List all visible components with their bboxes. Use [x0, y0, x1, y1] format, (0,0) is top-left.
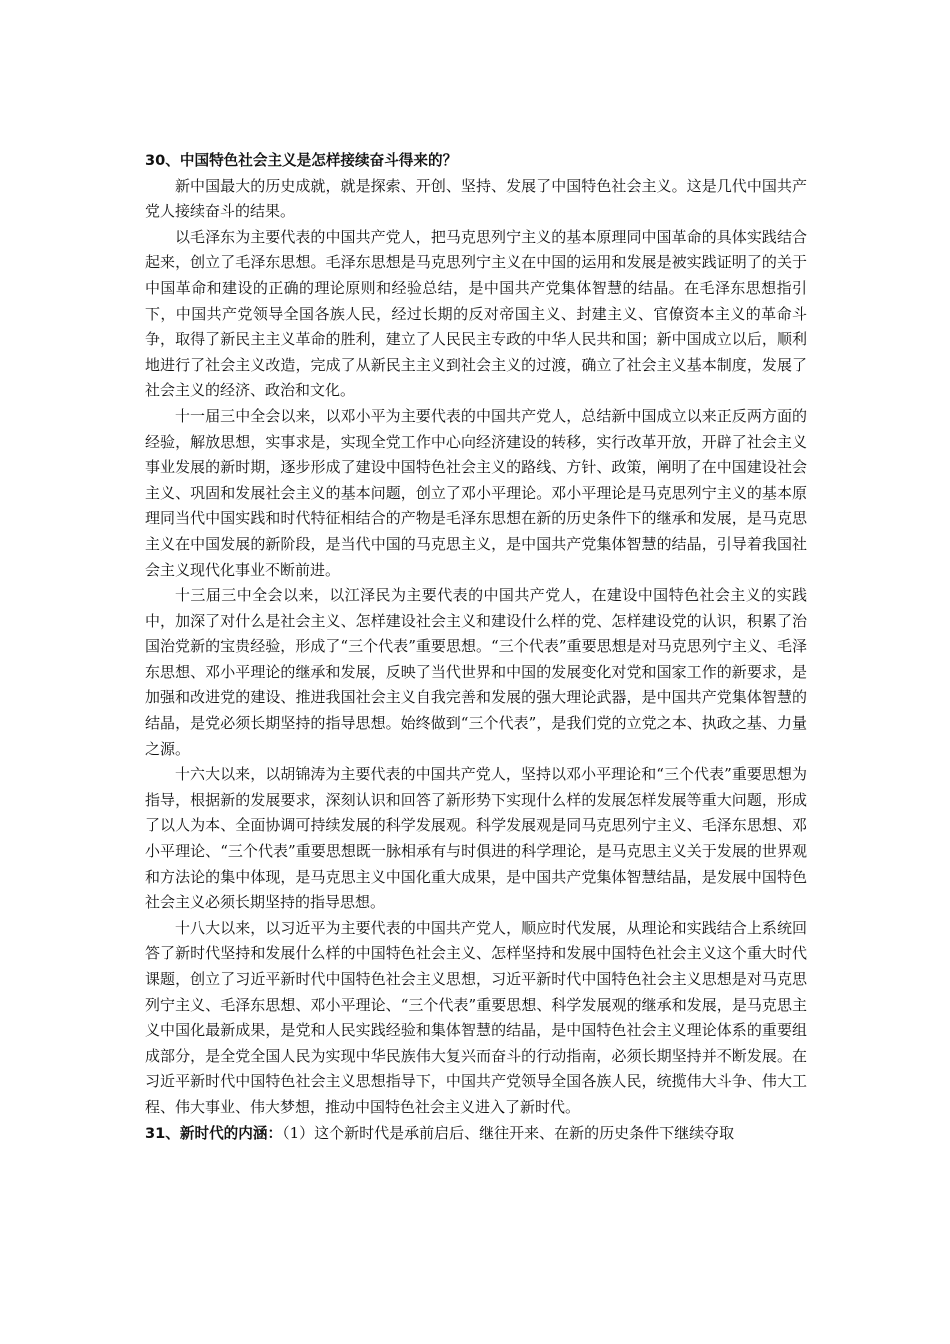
paragraph-intro: 新中国最大的历史成就，就是探索、开创、坚持、发展了中国特色社会主义。这是几代中国共产党人接续奋斗的结果。 [145, 176, 807, 221]
question-30-title: 30、中国特色社会主义是怎样接续奋斗得来的？ [145, 152, 458, 169]
paragraph-mao: 以毛泽东为主要代表的中国共产党人，把马克思列宁主义的基本原理同中国革命的具体实践结合起来，创立了毛泽东思想。毛泽东思想是马克思列宁主义在中国的运用和发展是被实践证明了的关于中国革命和建设的正确的理论原则和经验总结，是中国共产党集体智慧的结晶。在毛泽东思想指引下，中国共产党领导全国各族人民，经过长期的反对帝国主义、封建主义、官僚资本主义的革命斗争，取得了新民主主义革命的胜利，建立了人民民主专政的中华人民共和国；新中国成立以后，顺利地进行了社会主义改造，完成了从新民主主义到社会主义的过渡，确立了社会主义基本制度，发展了社会主义的经济、政治和文化。 [145, 227, 807, 400]
paragraph-xi: 十八大以来，以习近平为主要代表的中国共产党人，顺应时代发展，从理论和实践结合上系统回答了新时代坚持和发展什么样的中国特色社会主义、怎样坚持和发展中国特色社会主义这个重大时代课题，创立了习近平新时代中国特色社会主义思想，习近平新时代中国特色社会主义思想是对马克思列宁主义、毛泽东思想、邓小平理论、“三个代表”重要思想、科学发展观的继承和发展，是马克思主义中国化最新成果，是党和人民实践经验和集体智慧的结晶，是中国特色社会主义理论体系的重要组成部分，是全党全国人民为实现中华民族伟大复兴而奋斗的行动指南，必须长期坚持并不断发展。在习近平新时代中国特色社会主义思想指导下，中国共产党领导全国各族人民，统揽伟大斗争、伟大工程、伟大事业、伟大梦想，推动中国特色社会主义进入了新时代。 [145, 918, 807, 1116]
question-31-label: 31、新时代的内涵： [145, 1124, 283, 1142]
question-31-text: （1）这个新时代是承前启后、继往开来、在新的历史条件下继续夺取 [282, 1123, 735, 1142]
paragraph-jiang: 十三届三中全会以来，以江泽民为主要代表的中国共产党人，在建设中国特色社会主义的实践中，加深了对什么是社会主义、怎样建设社会主义和建设什么样的党、怎样建设党的认识，积累了治国治党新的宝贵经验，形成了“三个代表”重要思想。“三个代表”重要思想是对马克思列宁主义、毛泽东思想、邓小平理论的继承和发展，反映了当代世界和中国的发展变化对党和国家工作的新要求，是加强和改进党的建设、推进我国社会主义自我完善和发展的强大理论武器，是中国共产党集体智慧的结晶，是党必须长期坚持的指导思想。始终做到“三个代表”，是我们党的立党之本、执政之基、力量之源。 [145, 586, 807, 758]
document-page [145, 148, 807, 1146]
question-31 [145, 1121, 807, 1147]
paragraph-hu: 十六大以来，以胡锦涛为主要代表的中国共产党人，坚持以邓小平理论和“三个代表”重要思想为指导，根据新的发展要求，深刻认识和回答了新形势下实现什么样的发展怎样发展等重大问题，形成了以人为本、全面协调可持续发展的科学发展观。科学发展观是同马克思列宁主义、毛泽东思想、邓小平理论、“三个代表”重要思想既一脉相承有与时俱进的科学理论，是马克思主义关于发展的世界观和方法论的集中体现，是马克思主义中国化重大成果，是中国共产党集体智慧结晶，是发展中国特色社会主义必须长期坚持的指导思想。 [145, 765, 807, 912]
paragraph-deng: 十一届三中全会以来，以邓小平为主要代表的中国共产党人，总结新中国成立以来正反两方面的经验，解放思想，实事求是，实现全党工作中心向经济建设的转移，实行改革开放，开辟了社会主义事业发展的新时期，逐步形成了建设中国特色社会主义的路线、方针、政策，阐明了在中国建设社会主义、巩固和发展社会主义的基本问题，创立了邓小平理论。邓小平理论是马克思列宁主义的基本原理同当代中国实践和时代特征相结合的产物是毛泽东思想在新的历史条件下的继承和发展，是马克思主义在中国发展的新阶段，是当代中国的马克思主义，是中国共产党集体智慧的结晶，引导着我国社会主义现代化事业不断前进。 [145, 406, 807, 579]
